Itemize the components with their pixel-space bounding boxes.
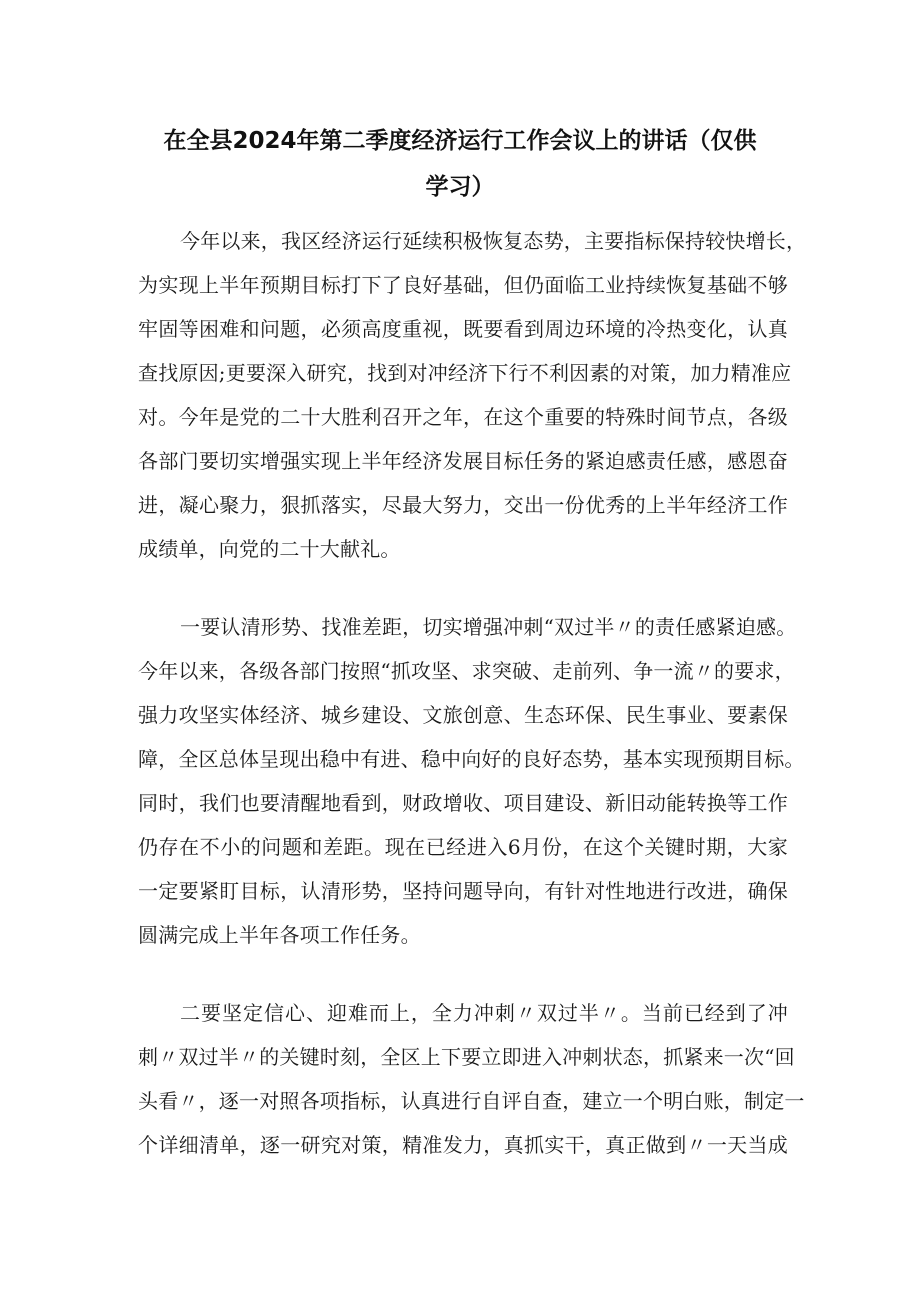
paragraph-2-line-4: 障，全区总体呈现出稳中有进、稳中向好的良好态势，基本实现预期目标。	[138, 747, 805, 771]
paragraph-1-line-3: 牢固等困难和问题，必须高度重视，既要看到周边环境的冷热变化，认真	[138, 317, 788, 341]
document-title-line-1: 在全县2024年第二季度经济运行工作会议上的讲话（仅供	[163, 128, 757, 154]
paragraph-2-line-5: 同时，我们也要清醒地看到，财政增收、项目建设、新旧动能转换等工作	[138, 791, 788, 815]
paragraph-3-line-2: 刺〃双过半〃的关键时刻，全区上下要立即进入冲刺状态，抓紧来一次“回	[138, 1045, 795, 1069]
paragraph-1-line-1: 今年以来，我区经济运行延续积极恢复态势，主要指标保持较快增长，	[180, 229, 807, 253]
paragraph-3-line-4: 个详细清单，逐一研究对策，精准发力，真抓实干，真正做到〃一天当成	[138, 1133, 788, 1157]
paragraph-2-line-3: 强力攻坚实体经济、城乡建设、文旅创意、生态环保、民生事业、要素保	[138, 703, 788, 727]
paragraph-2-line-2: 今年以来，各级各部门按照“抓攻坚、求突破、走前列、争一流〃的要求，	[138, 659, 795, 683]
paragraph-2-line-1: 一要认清形势、找准差距，切实增强冲刺“双过半〃的责任感紧迫感。	[180, 615, 797, 639]
paragraph-2-line-7: 一定要紧盯目标，认清形势，坚持问题导向，有针对性地进行改进，确保	[138, 879, 788, 903]
paragraph-1-line-8: 成绩单，向党的二十大献礼。	[138, 537, 401, 561]
paragraph-1-line-6: 各部门要切实增强实现上半年经济发展目标任务的紧迫感责任感，感恩奋	[138, 449, 788, 473]
paragraph-3-line-3: 头看〃，逐一对照各项指标，认真进行自评自查，建立一个明白账，制定一	[138, 1089, 805, 1113]
document-title-line-2: 学习）	[425, 174, 495, 200]
paragraph-1-line-4: 查找原因;更要深入研究，找到对冲经济下行不利因素的对策，加力精准应	[138, 361, 792, 385]
paragraph-1-line-7: 进，凝心聚力，狠抓落实，尽最大努力，交出一份优秀的上半年经济工作	[138, 493, 788, 517]
paragraph-1-line-5: 对。今年是党的二十大胜利召开之年，在这个重要的特殊时间节点，各级	[138, 405, 788, 429]
paragraph-3-line-1: 二要坚定信心、迎难而上，全力冲刺〃双过半〃。当前已经到了冲	[180, 1001, 788, 1025]
paragraph-2-line-6: 仍存在不小的问题和差距。现在已经进入6月份，在这个关键时期，大家	[138, 835, 788, 859]
paragraph-2-line-8: 圆满完成上半年各项工作任务。	[138, 923, 421, 947]
paragraph-1-line-2: 为实现上半年预期目标打下了良好基础，但仍面临工业持续恢复基础不够	[138, 273, 788, 297]
